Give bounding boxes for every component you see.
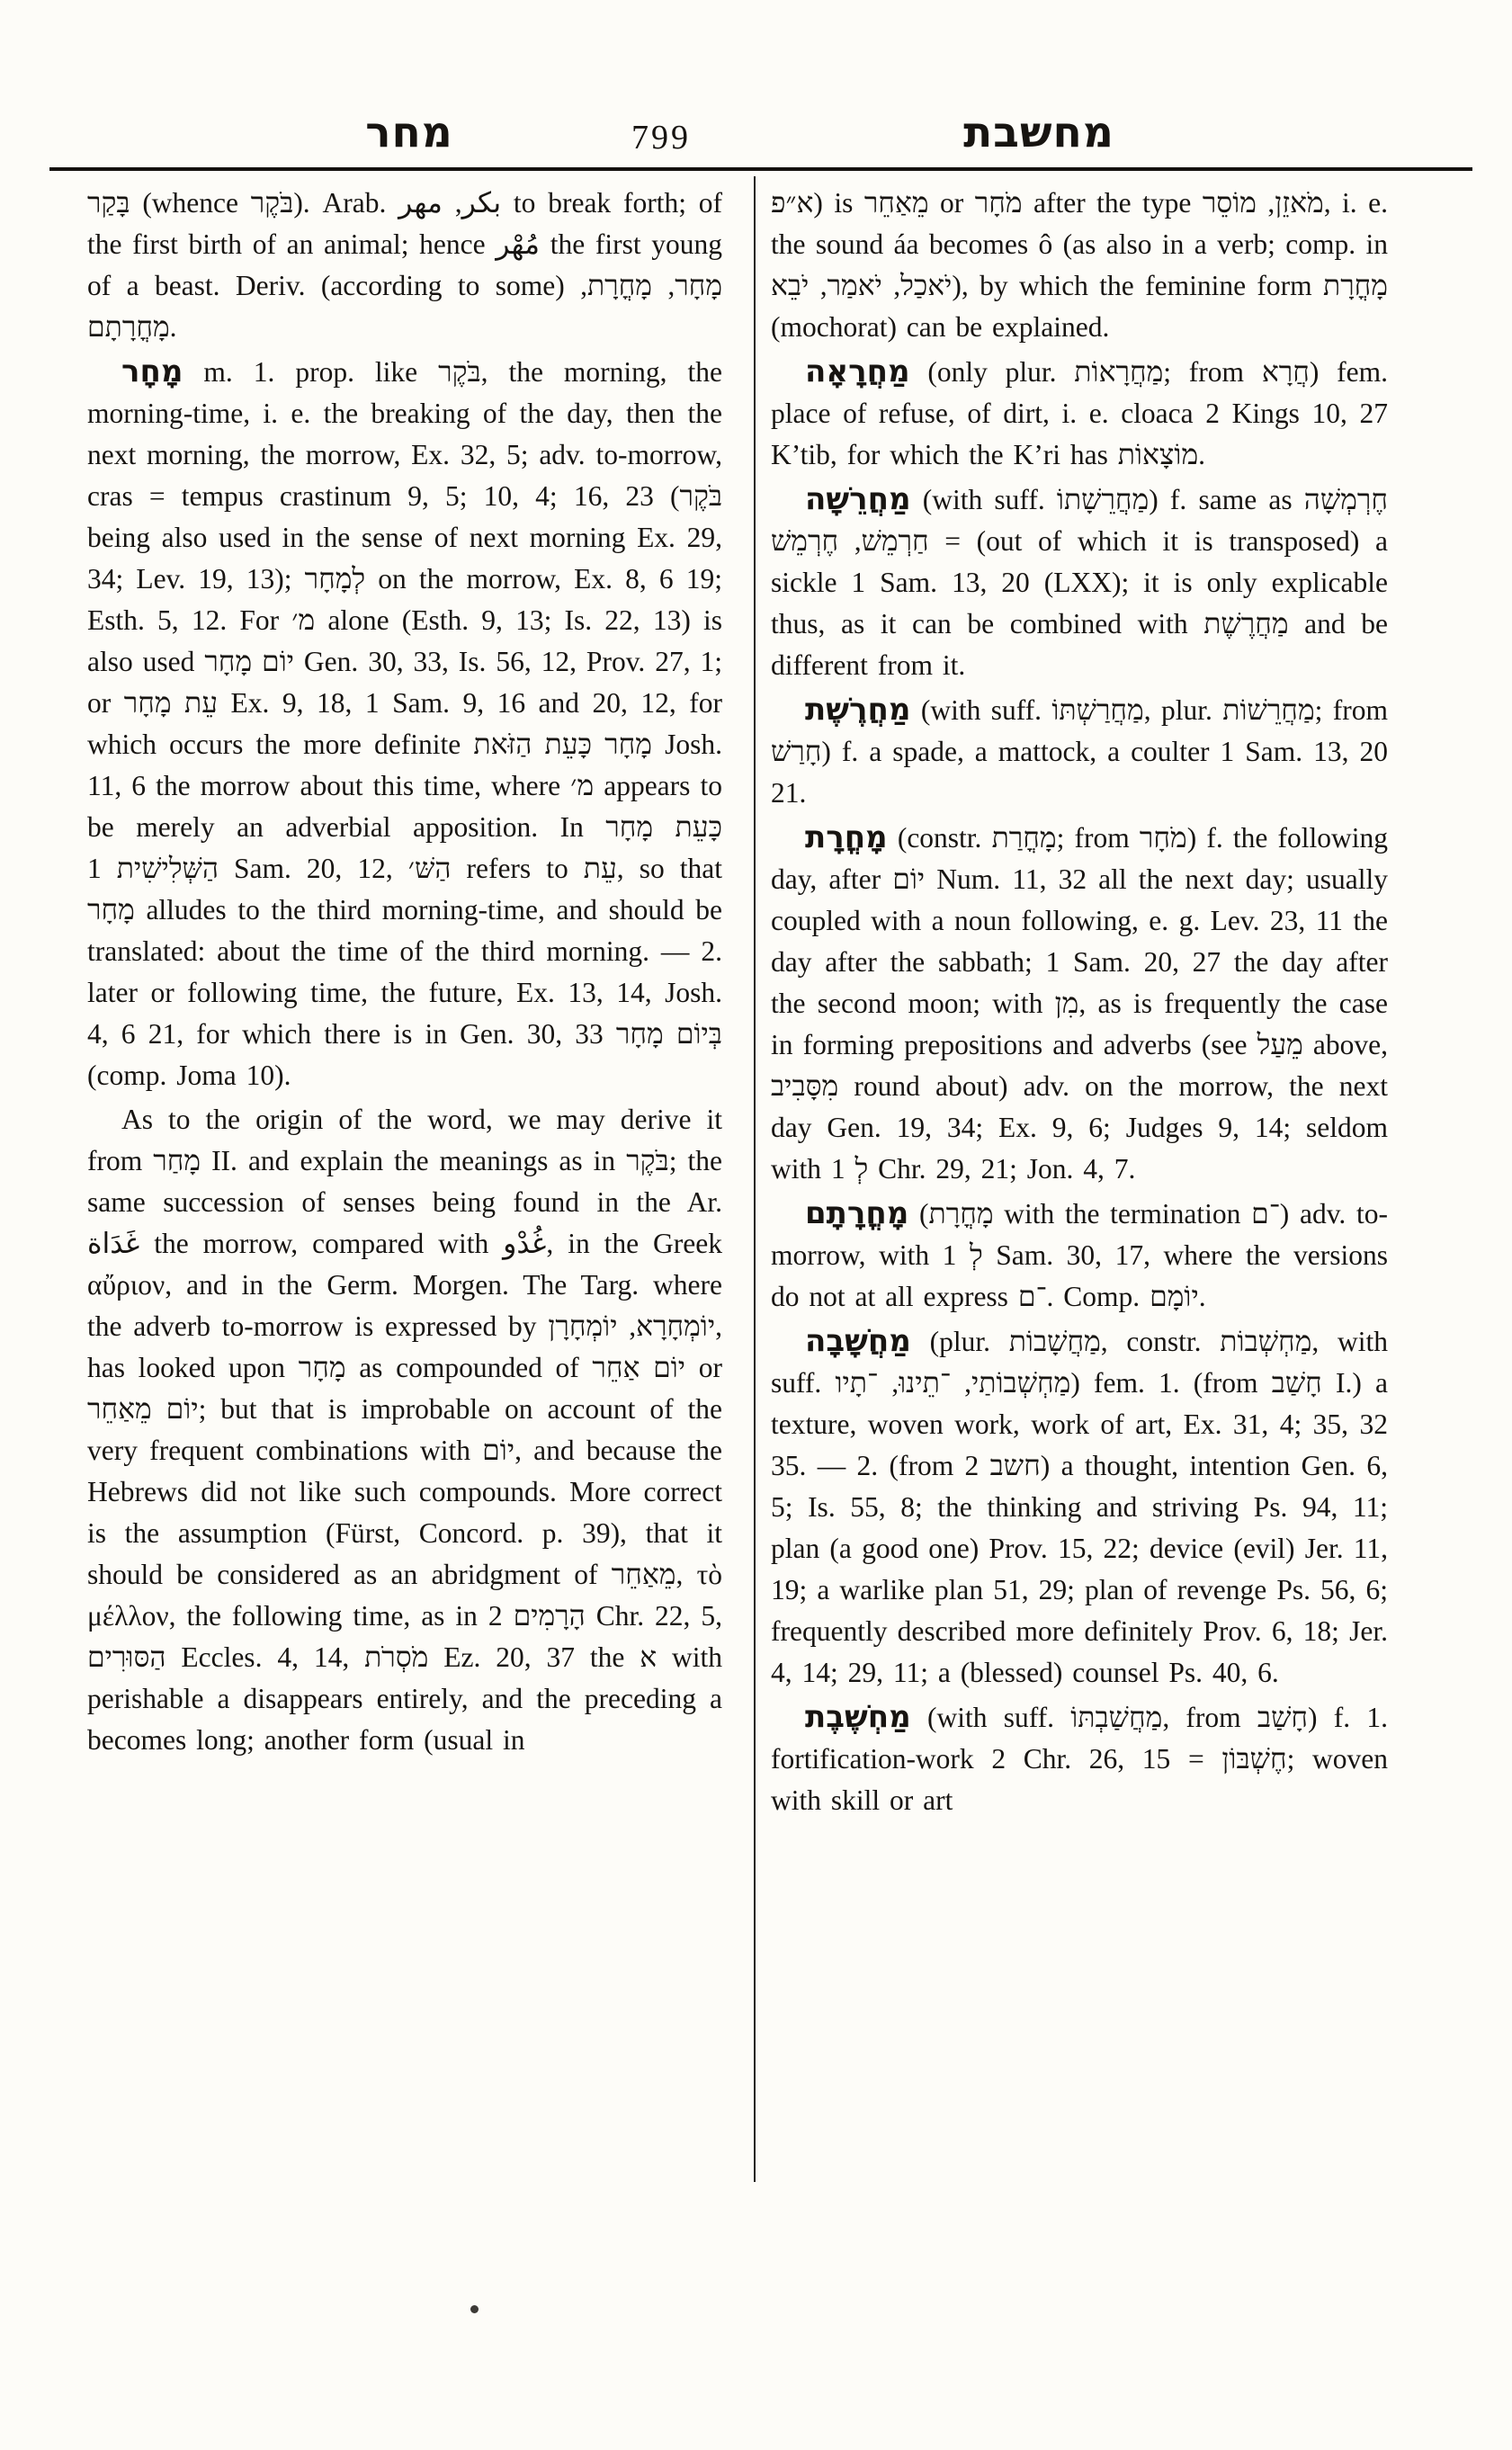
- entry-machashabah: [771, 1320, 1388, 1694]
- header-rule: [49, 167, 1472, 171]
- paragraph-continuation-bakar: [87, 183, 722, 348]
- entry-headword: מַחֲרֶשֶׁת: [805, 692, 911, 728]
- entry-headword: מָחָר: [121, 353, 183, 389]
- column-divider-rule: [754, 176, 756, 2182]
- entry-headword: מַחֲשָׁבָה: [805, 1323, 911, 1359]
- entry-body-text: (מָחֳרָת with the termination ־ם) adv. to-morrow, with לְ 1 Sam. 30, 17, where the versions do not at all express ־ם. Comp. יוֹמָם.: [771, 1198, 1388, 1312]
- entry-headword: מָחֳרָתָם: [805, 1195, 909, 1231]
- page-number: 799: [631, 119, 691, 156]
- entry-machareshet: [771, 689, 1388, 814]
- entry-body-text: m. 1. prop. like בֹּקֶר, the morning, the morning-time, i. e. the breaking of the day, then the next morning, the morrow, Ex. 32, 5; adv. to-morrow, cras = tempus crastinum 9, 5; 10, 4; 16, 23 (בֹּקֶר being also used in the sense of next morning Ex. 29, 34; Lev. 19, 13); לְמָחָר on the morrow, Ex. 8, 6 19; Esth. 5, 12. For מ׳ alone (Esth. 9, 13; Is. 22, 13) is also used יוֹם מָחָר Gen. 30, 33, Is. 56, 12, Prov. 27, 1; or עֵת מָחָר Ex. 9, 18, 1 Sam. 9, 16 and 20, 12, for which occurs the more definite מָחָר כָּעֵת הַזֹּאת Josh. 11, 6 the morrow about this time, where מ׳ appears to be merely an adverbial apposition. In כָּעֵת מָחָר הַשְּׁלִישִׁית 1 Sam. 20, 12, הַשּׁ׳ refers to עֵת, so that מָחָר alludes to the third morning-time, and should be translated: about the time of the third morning. — 2. later or following time, the future, Ex. 13, 14, Josh. 4, 6 21, for which there is in Gen. 30, 33 בְּיוֹם מָחָר (comp. Joma 10).: [87, 356, 722, 1091]
- entry-body-text: (with suff. מַחֲשַׁבְתּוֹ, from חָשַׁב) f. 1. fortification-work 2 Chr. 26, 15 = חֶשְׁבּוֹן; woven with skill or art: [771, 1702, 1388, 1816]
- entry-machar: [87, 351, 722, 1096]
- entry-machshebeth: [771, 1696, 1388, 1821]
- paragraph-text: בָּקַר (whence בֹּקֶר). Arab. بكر, مهر to break forth; of the first birth of an animal; hence مُهْر the first young of a beast. Deriv. (according to some) מָחָר, מָחֳרָת, מָחֳרָתָם.: [87, 187, 722, 343]
- entry-body-text: (plur. מַחֲשָׁבוֹת, constr. מַחְשְׁבוֹת, with suff. מַחְשְׁבוֹתַי, ־תֵינוּ, ־תָיו) fem. 1. (from חָשַׁב I.) a texture, woven work, work of art, Ex. 31, 4; 35, 32 35. — 2. (from חשב 2) a thought, intention Gen. 6, 5; Is. 55, 8; the thinking and striving Ps. 94, 11; plan (a good one) Prov. 15, 22; device (evil) Jer. 11, 19; a warlike plan 51, 29; plan of revenge Ps. 56, 6; frequently described more definitely Prov. 6, 18; Jer. 4, 14; 29, 11; a (blessed) counsel Ps. 40, 6.: [771, 1326, 1388, 1688]
- entry-body-text: (constr. מָחֳרַת; from מֹחָר) f. the following day, after יוֹם Num. 11, 32 all the next day; usually coupled with a noun following, e. g. Lev. 23, 11 the day after the sabbath; 1 Sam. 20, 27 the day after the second moon; with מִן, as is frequently the case in forming prepositions and adverbs (see מֵעַל above, מִסָּבִיב round about) adv. on the morrow, the next day Gen. 19, 34; Ex. 9, 6; Judges 9, 14; seldom with לְ 1 Chr. 29, 21; Jon. 4, 7.: [771, 822, 1388, 1185]
- entry-headword: מָחֳרָת: [805, 819, 888, 855]
- entry-macharesha: [771, 478, 1388, 686]
- right-column: [771, 183, 1388, 1821]
- running-head-catchword-left: מחר: [365, 108, 453, 157]
- ink-speck: [470, 2305, 479, 2313]
- entry-mochorotham: [771, 1193, 1388, 1318]
- paragraph-continuation-form-note: [771, 183, 1388, 348]
- paragraph-text: As to the origin of the word, we may derive it from מָחַר II. and explain the meanings as in בֹּקֶר; the same succession of senses being found in the Ar. غَدَاة the morrow, compared with غُدْو, in the Greek αὔριον, and in the Germ. Morgen. The Targ. where the adverb to-morrow is expressed by יוֹמְחָרָא, יוֹמְחָרָן, has looked upon מָחָר as compounded of יוֹם אַחֵר or יוֹם מֵאַחֵר; but that is improbable on account of the very frequent combinations with יוֹם, and because the Hebrews did not like such compounds. More correct is the assumption (Fürst, Concord. p. 39), that it should be considered as an abridgment of מֵאַחֵר, τὸ μέλλον, the following time, as in הָרָמִים 2 Chr. 22, 5, הַסּוּרִים Eccles. 4, 14, מֹסְרֹת Ez. 20, 37 the א with perishable a disappears entirely, and the preceding a becomes long; another form (usual in: [87, 1104, 723, 1756]
- entry-body-text: (only plur. מַחֲרָאוֹת; from חֲרָא) fem. place of refuse, of dirt, i. e. cloaca 2 Kings 10, 27 K’tib, for which the K’ri has מוֹצָאוֹת.: [771, 356, 1389, 470]
- entry-mochorath: [771, 817, 1388, 1190]
- entry-headword: מַחֲרֵשָׁה: [805, 481, 911, 517]
- entry-headword: מַחֲרָאָה: [805, 353, 910, 389]
- entry-machara-ah: [771, 351, 1388, 476]
- running-head-catchword-right: מחשבת: [963, 108, 1114, 157]
- paragraph-etymology-note: [87, 1099, 722, 1761]
- entry-headword: מַחְשֶׁבֶת: [805, 1699, 911, 1735]
- left-column: [87, 183, 722, 1761]
- entry-body-text: (with suff. מַחֲרֵשָׁתוֹ) f. same as חֶרְמְשָׁה = חַרְמֵשׁ, חֶרְמֵשׁ (out of which it is transposed) a sickle 1 Sam. 13, 20 (LXX); it is only explicable thus, as it can be combined with מַחֲרֶשֶׁת and be different from it.: [771, 484, 1388, 681]
- entry-body-text: (with suff. מַחֲרַשְׁתּוֹ, plur. מַחֲרֵשׁוֹת; from חָרַשׁ) f. a spade, a mattock, a coulter 1 Sam. 13, 20 21.: [771, 694, 1388, 809]
- paragraph-text: א״פ) is מֵאַחֵר or מֹחָר after the type מֹאזֵן, מוֹסֵר, i. e. the sound áa becomes ô (as also in a verb; comp. in יֹאכַל, יֹאמַר, יֹבֵא), by which the feminine form מָחֳרָת (mochorat) can be explained.: [771, 187, 1388, 343]
